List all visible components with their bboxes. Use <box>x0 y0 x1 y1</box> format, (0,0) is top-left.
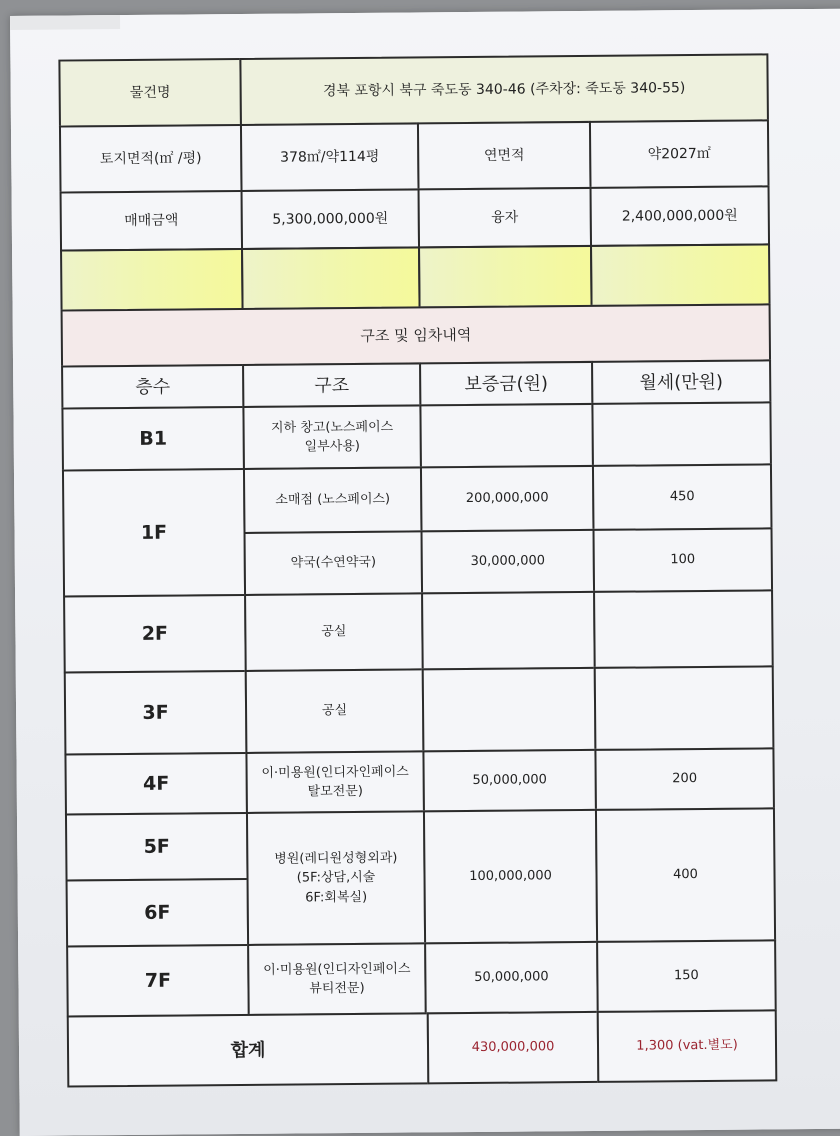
56f-rent: 400 <box>595 807 776 943</box>
4f-structure-line-1: 이·미용원(인디자인페이스 <box>261 764 409 781</box>
b1-structure-line-2: 일부사용) <box>304 438 360 455</box>
total-deposit: 430,000,000 <box>427 1011 600 1084</box>
2f-structure: 공실 <box>244 592 424 672</box>
floor-b1: B1 <box>61 406 245 472</box>
3f-deposit <box>422 667 597 753</box>
7f-rent: 150 <box>596 939 777 1013</box>
floor-5f: 5F <box>65 812 249 882</box>
property-name-value: 경북 포항시 북구 죽도동 340-46 (주차장: 죽도동 340-55) <box>239 53 769 126</box>
1f-retail-structure: 소매점 (노스페이스) <box>243 466 423 534</box>
total-rent: 1,300 (vat.별도) <box>597 1009 778 1083</box>
1f-retail-rent: 450 <box>592 463 773 531</box>
floor-area-label: 연면적 <box>417 121 592 191</box>
land-area-label: 토지면적(㎡ /평) <box>59 124 243 194</box>
floor-4f: 4F <box>64 752 248 816</box>
section-title: 구조 및 임차내역 <box>61 303 771 367</box>
loan-value: 2,400,000,000원 <box>590 185 771 247</box>
col-header-floor: 층수 <box>61 364 244 410</box>
56f-structure-line-3: 6F:회복실) <box>305 889 368 906</box>
price-label: 매매금액 <box>60 190 244 252</box>
56f-deposit: 100,000,000 <box>423 809 598 945</box>
floor-2f: 2F <box>63 594 247 674</box>
floor-area-value: 약2027㎡ <box>589 119 770 189</box>
yellow-cell-3 <box>418 245 593 309</box>
floor-1f: 1F <box>62 468 246 598</box>
yellow-cell-2 <box>241 246 421 310</box>
1f-pharmacy-structure: 약국(수연약국) <box>244 530 424 596</box>
4f-rent: 200 <box>594 747 775 811</box>
b1-rent <box>591 401 772 467</box>
floor-3f: 3F <box>64 670 248 756</box>
b1-deposit <box>419 403 594 469</box>
floor-6f: 6F <box>66 878 250 948</box>
7f-structure <box>247 942 427 1016</box>
1f-retail-deposit: 200,000,000 <box>420 465 595 533</box>
7f-deposit: 50,000,000 <box>424 941 599 1015</box>
paper-corner <box>10 15 120 30</box>
7f-structure-line-2: 뷰티전문) <box>309 980 365 997</box>
1f-pharmacy-deposit: 30,000,000 <box>421 529 596 595</box>
land-area-value: 378㎡/약114평 <box>240 122 420 192</box>
2f-rent <box>593 589 774 669</box>
floor-7f: 7F <box>66 944 250 1018</box>
b1-structure-line-1: 지하 창고(노스페이스 <box>270 419 394 436</box>
4f-structure-line-2: 탈모전문) <box>307 783 364 800</box>
2f-deposit <box>421 591 596 671</box>
3f-rent <box>594 665 775 751</box>
price-value: 5,300,000,000원 <box>241 188 421 250</box>
7f-structure-line-1: 이·미용원(인디자인페이스 <box>263 961 411 978</box>
loan-label: 융자 <box>418 187 593 249</box>
56f-structure <box>246 810 426 946</box>
col-header-deposit: 보증금(원) <box>419 361 593 407</box>
col-header-rent: 월세(만원) <box>591 359 771 405</box>
document-paper <box>10 9 840 1136</box>
yellow-cell-1 <box>60 248 244 312</box>
b1-structure <box>242 404 422 470</box>
3f-structure: 공실 <box>245 668 425 754</box>
4f-deposit: 50,000,000 <box>422 749 597 813</box>
property-name-label: 물건명 <box>58 58 242 128</box>
col-header-structure: 구조 <box>242 362 421 408</box>
yellow-cell-4 <box>590 243 771 307</box>
total-label: 합계 <box>67 1012 430 1087</box>
56f-structure-line-1: 병원(레디원성형외과) <box>274 850 398 867</box>
4f-structure <box>245 750 425 814</box>
56f-structure-line-2: (5F:상담,시술 <box>296 870 376 886</box>
1f-pharmacy-rent: 100 <box>592 527 773 593</box>
